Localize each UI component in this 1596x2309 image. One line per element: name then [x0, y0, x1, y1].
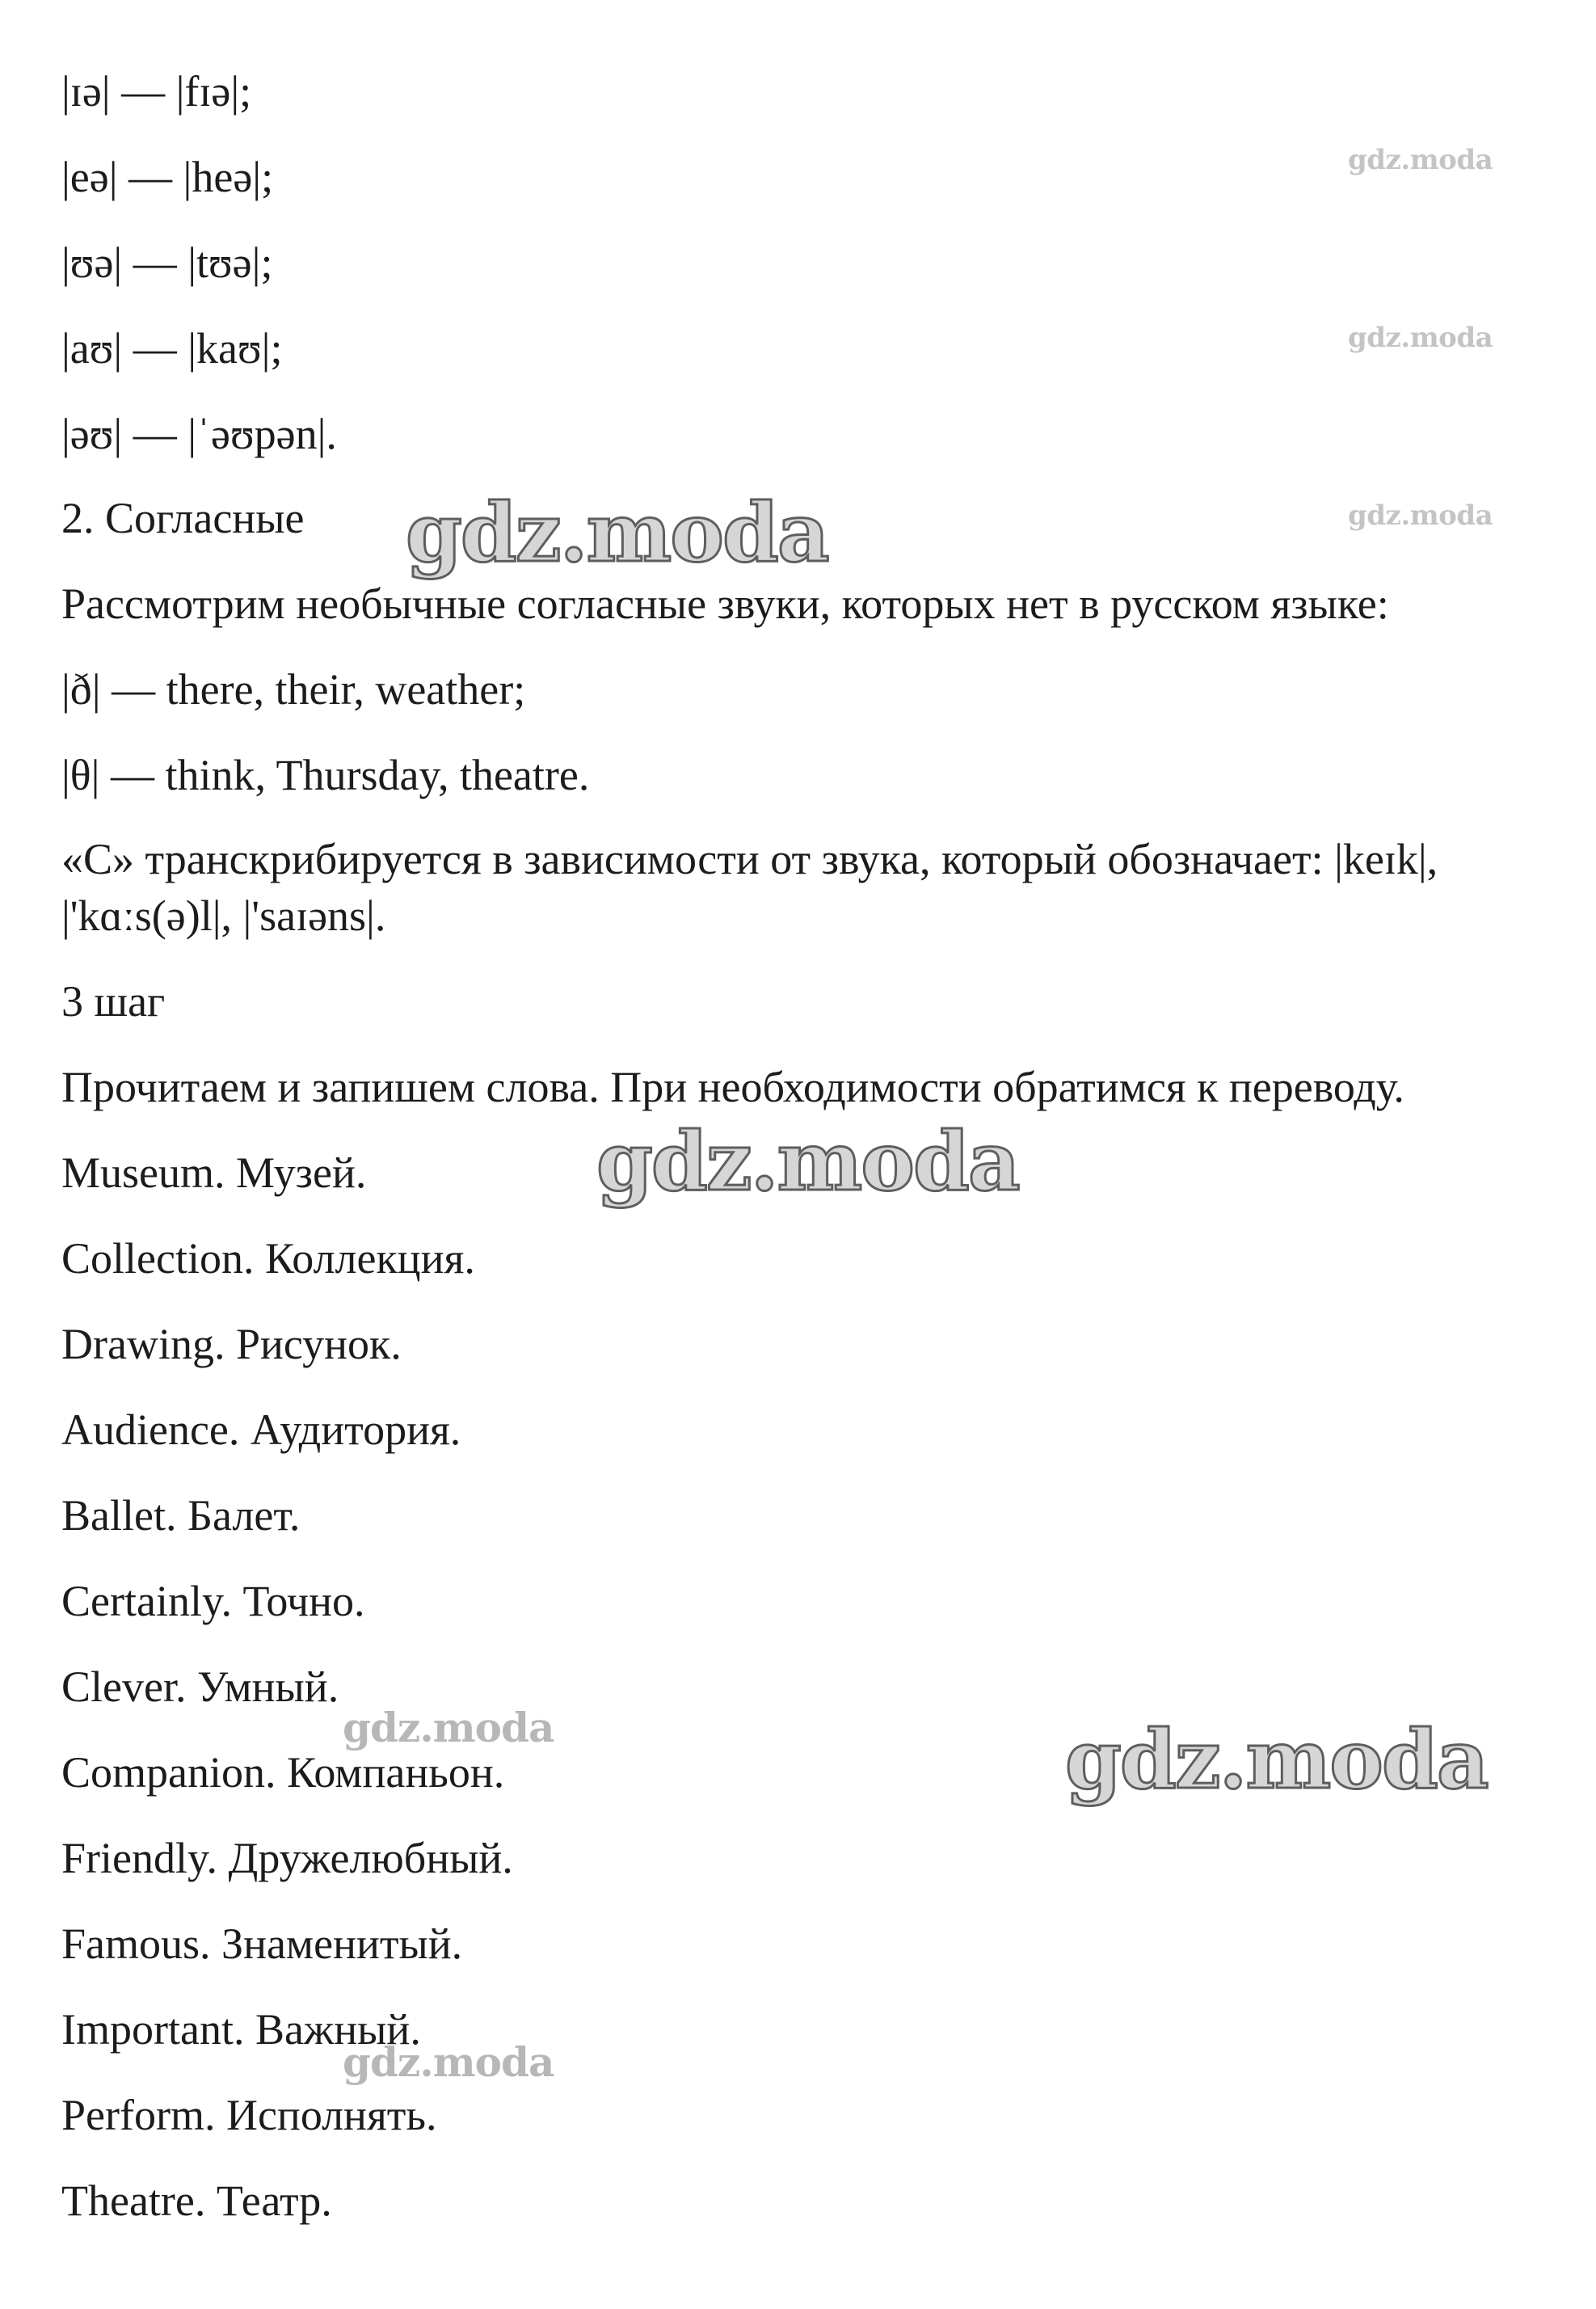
text-line-1: |ɪə| — |fɪə|; — [61, 67, 252, 116]
text-line-8: |ð| — there, their, weather; — [61, 665, 526, 714]
watermark: gdz.moda — [343, 1704, 554, 1751]
watermark: gdz.moda — [1348, 499, 1493, 532]
watermark: gdz.moda — [343, 2038, 554, 2086]
word-item-perform: Perform. Исполнять. — [61, 2091, 437, 2139]
watermark: gdz.moda — [596, 1114, 1019, 1209]
word-item-drawing: Drawing. Рисунок. — [61, 1320, 402, 1368]
word-item-clever: Clever. Умный. — [61, 1662, 339, 1711]
text-line-10: «С» транскрибируется в зависимости от звука, который обозначает: |keɪk|, — [61, 835, 1438, 883]
word-item-companion: Companion. Компаньон. — [61, 1748, 505, 1797]
word-item-certainly: Certainly. Точно. — [61, 1577, 365, 1625]
word-item-famous: Famous. Знаменитый. — [61, 1919, 463, 1968]
word-item-friendly: Friendly. Дружелюбный. — [61, 1834, 513, 1882]
text-line-7: Рассмотрим необычные согласные звуки, которых нет в русском языке: — [61, 579, 1389, 628]
text-line-5: |əʊ| — |ˈəʊpən|. — [61, 410, 337, 458]
step-heading: 3 шаг — [61, 977, 166, 1026]
text-line-13: Прочитаем и запишем слова. При необходимости обратимся к переводу. — [61, 1063, 1404, 1111]
watermark: gdz.moda — [406, 485, 828, 580]
word-item-ballet: Ballet. Балет. — [61, 1491, 301, 1540]
text-line-2: |eə| — |heə|; — [61, 153, 274, 201]
word-item-museum: Museum. Музей. — [61, 1148, 367, 1197]
text-line-3: |ʊə| — |tʊə|; — [61, 238, 273, 287]
text-line-4: |aʊ| — |kaʊ|; — [61, 324, 283, 373]
text-line-9: |θ| — think, Thursday, theatre. — [61, 751, 590, 799]
word-item-audience: Audience. Аудитория. — [61, 1405, 461, 1454]
text-line-11: |'kɑːs(ə)l|, |'saɪəns|. — [61, 891, 386, 940]
word-item-collection: Collection. Коллекция. — [61, 1234, 475, 1283]
watermark: gdz.moda — [1065, 1712, 1488, 1807]
word-item-important: Important. Важный. — [61, 2005, 421, 2054]
section-heading-consonants: 2. Согласные — [61, 494, 305, 542]
word-item-theatre: Theatre. Театр. — [61, 2176, 332, 2225]
watermark: gdz.moda — [1348, 322, 1493, 354]
watermark: gdz.moda — [1348, 144, 1493, 176]
